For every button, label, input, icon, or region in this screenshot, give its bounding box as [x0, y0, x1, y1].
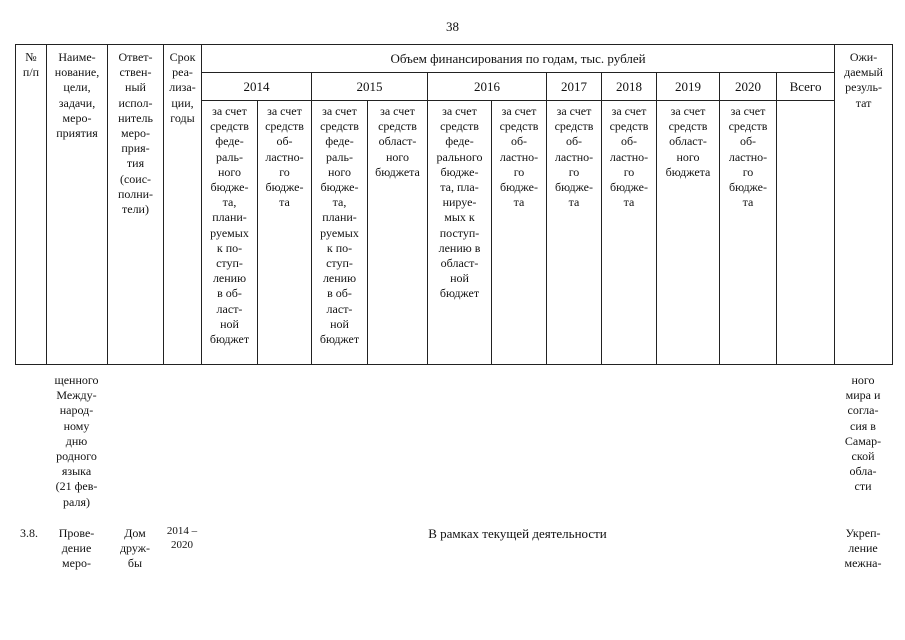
row-responsible: Дом друж- бы: [119, 526, 151, 571]
subheader-2014-regional: за счет средств об- ластно- го бюдже- та: [258, 101, 312, 365]
row-period: 2014 – 2020: [166, 525, 198, 551]
row-result: Укреп- ление межна-: [844, 526, 882, 571]
subheader-2020-regional: за счет средств об- ластно- го бюдже- та: [720, 101, 777, 365]
row-financing: В рамках текущей деятельности: [428, 526, 607, 541]
year-total: Всего: [777, 73, 835, 101]
header-period: Срок реа- лиза- ции, годы: [164, 45, 202, 365]
program-table-header: [15, 44, 893, 365]
subheader-2019-regional: за счет средств област- ного бюджета: [657, 101, 720, 365]
year-2019: 2019: [657, 73, 720, 101]
year-2016: 2016: [428, 73, 547, 101]
header-financing: Объем финансирования по годам, тыс. рублей: [202, 45, 835, 73]
subheader-total: [777, 101, 835, 365]
header-result: Ожи- даемый резуль- тат: [835, 45, 893, 365]
year-2014: 2014: [202, 73, 312, 101]
subheader-2018-regional: за счет средств об- ластно- го бюдже- та: [602, 101, 657, 365]
subheader-2016-federal: за счет средств феде- рального бюдже- та, пла- нируе- мых к поступ- лению в област- ной бюджет: [428, 101, 492, 365]
row-name: Прове- дение меро-: [58, 526, 95, 571]
year-2015: 2015: [312, 73, 428, 101]
year-2018: 2018: [602, 73, 657, 101]
subheader-2016-regional: за счет средств об- ластно- го бюдже- та: [492, 101, 547, 365]
continuation-name: щенного Между- народ- ному дню родного языка (21 фев- раля): [54, 373, 99, 509]
subheader-2017-regional: за счет средств об- ластно- го бюдже- та: [547, 101, 602, 365]
row-number: 3.8.: [20, 526, 38, 540]
continuation-result: ного мира и согла- сия в Самар- ской обла- сти: [844, 373, 882, 494]
header-responsible: Ответ- ствен- ный испол- нитель меро- прия- тия (соис- полни- тели): [108, 45, 164, 365]
page-number: 38: [446, 19, 459, 34]
subheader-2015-regional: за счет средств област- ного бюджета: [368, 101, 428, 365]
subheader-2014-federal: за счет средств феде- раль- ного бюдже- та, плани- руемых к по- ступ- лению в об- ласт- ной бюджет: [202, 101, 258, 365]
year-2020: 2020: [720, 73, 777, 101]
header-name: Наиме- нование, цели, задачи, меро- приятия: [47, 45, 108, 365]
subheader-2015-federal: за счет средств феде- раль- ного бюдже- та, плани- руемых к по- ступ- лению в об- ласт- ной бюджет: [312, 101, 368, 365]
header-number: № п/п: [16, 45, 47, 365]
year-2017: 2017: [547, 73, 602, 101]
